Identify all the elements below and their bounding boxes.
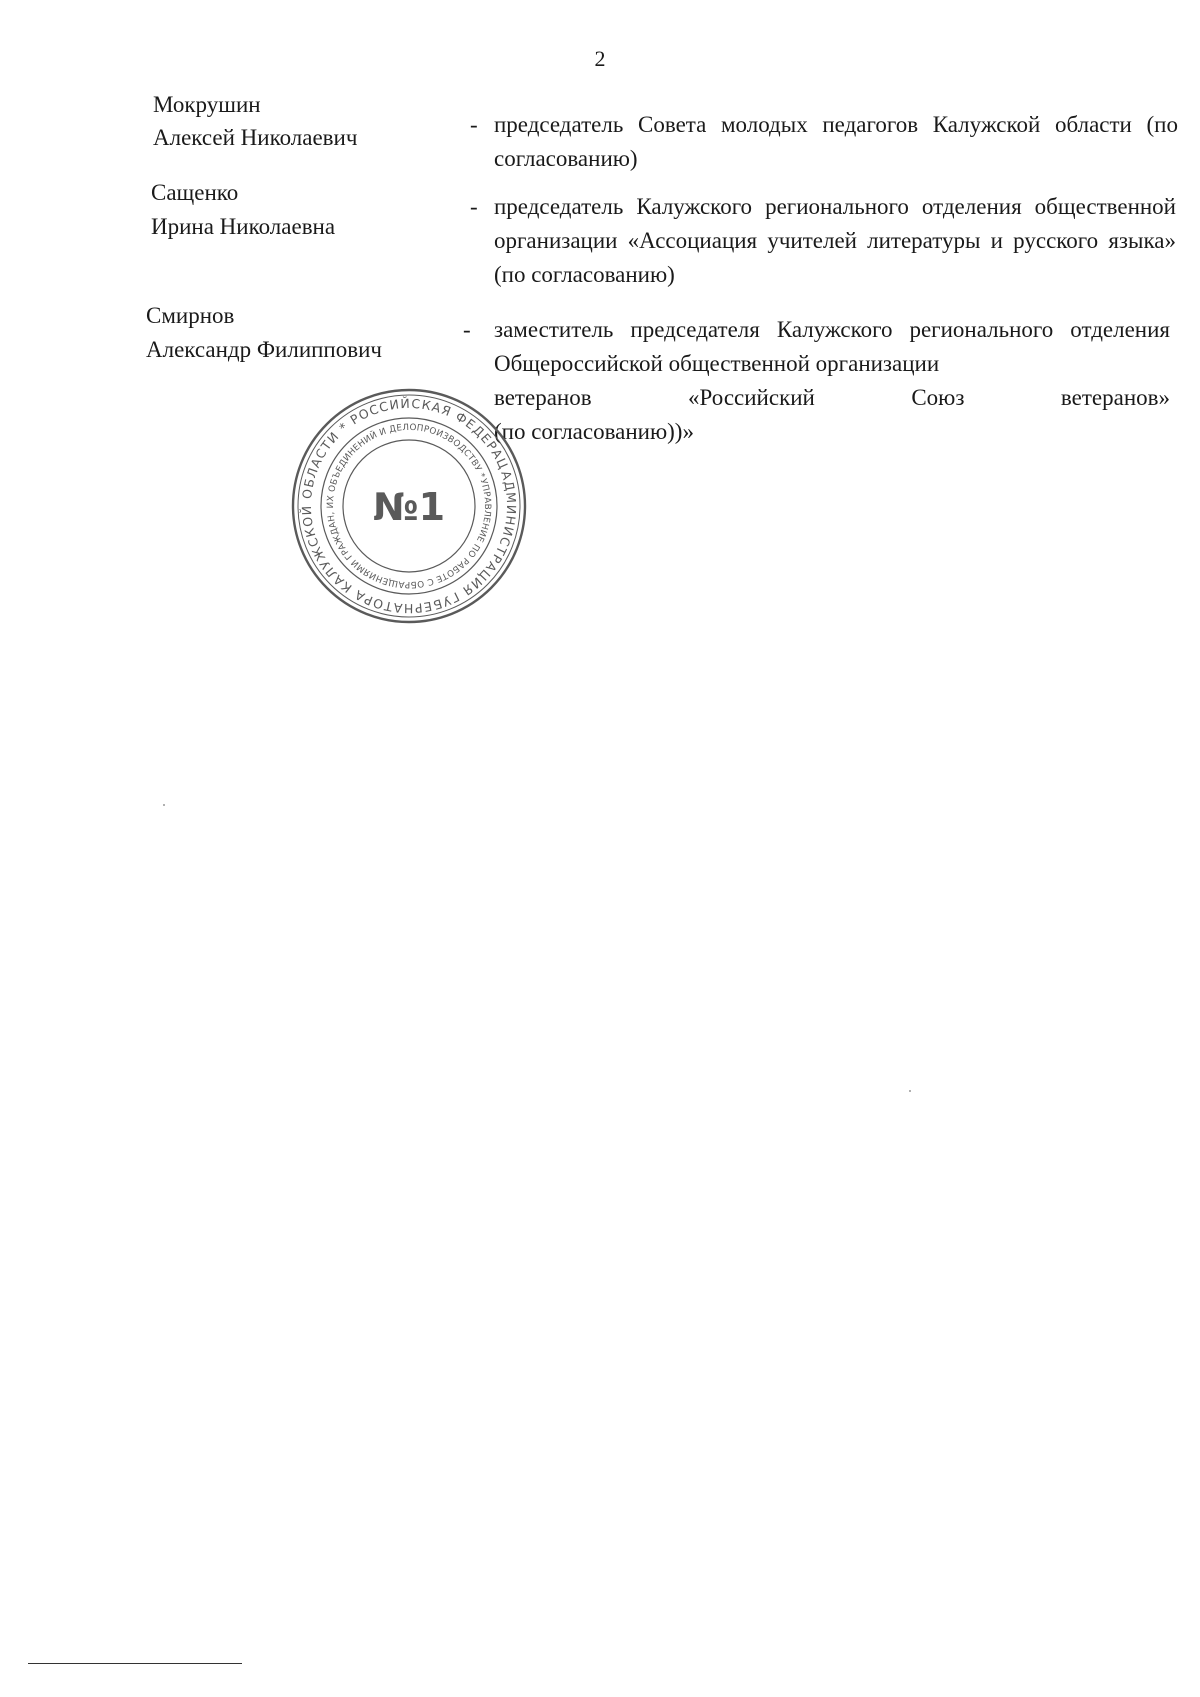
stamp-seal-graphic (289, 386, 529, 626)
scan-speck (163, 804, 165, 806)
svg-text:УПРАВЛЕНИЕ ПО РАБОТЕ С ОБРАЩЕН: УПРАВЛЕНИЕ ПО РАБОТЕ С ОБРАЩЕНИЯМИ ГРАЖДАН, ИХ ОБЪЕДИНЕНИЙ И ДЕЛОПРОИЗВОДСТВУ * (325, 422, 493, 590)
page-number: 2 (594, 46, 606, 71)
member-role-line: (по согласованию))» (494, 419, 694, 444)
svg-text:№1: №1 (372, 485, 446, 529)
dash-separator: - (470, 194, 478, 219)
svg-text:АДМИНИСТРАЦИЯ ГУБЕРНАТОРА КАЛУ: АДМИНИСТРАЦИЯ ГУБЕРНАТОРА КАЛУЖСКОЙ ОБЛАСТИ * РОССИЙСКАЯ ФЕДЕРАЦИЯ (298, 395, 520, 617)
member-surname: Сащенко (151, 180, 239, 205)
member-given-name: Александр Филиппович (146, 337, 382, 362)
official-stamp (289, 386, 529, 626)
member-given-name: Алексей Николаевич (153, 125, 358, 150)
member-surname: Смирнов (146, 303, 235, 328)
scan-speck (909, 1090, 911, 1092)
member-given-name: Ирина Николаевна (151, 214, 336, 239)
member-surname: Мокрушин (153, 92, 261, 117)
member-role-line: ветеранов «Российский Союз ветеранов» (494, 385, 1170, 410)
member-role: председатель Калужского регионального отделения общественной организации «Ассоциация учителей литературы и русского языка» (по согласованию) (494, 194, 1176, 287)
footer-rule (28, 1663, 242, 1664)
member-role: председатель Совета молодых педагогов Калужской области (по согласованию) (494, 112, 1178, 171)
dash-separator: - (463, 317, 471, 342)
dash-separator: - (470, 112, 478, 137)
member-role-line: заместитель председателя Калужского регионального отделения Общероссийской общественной организации (494, 317, 1170, 376)
